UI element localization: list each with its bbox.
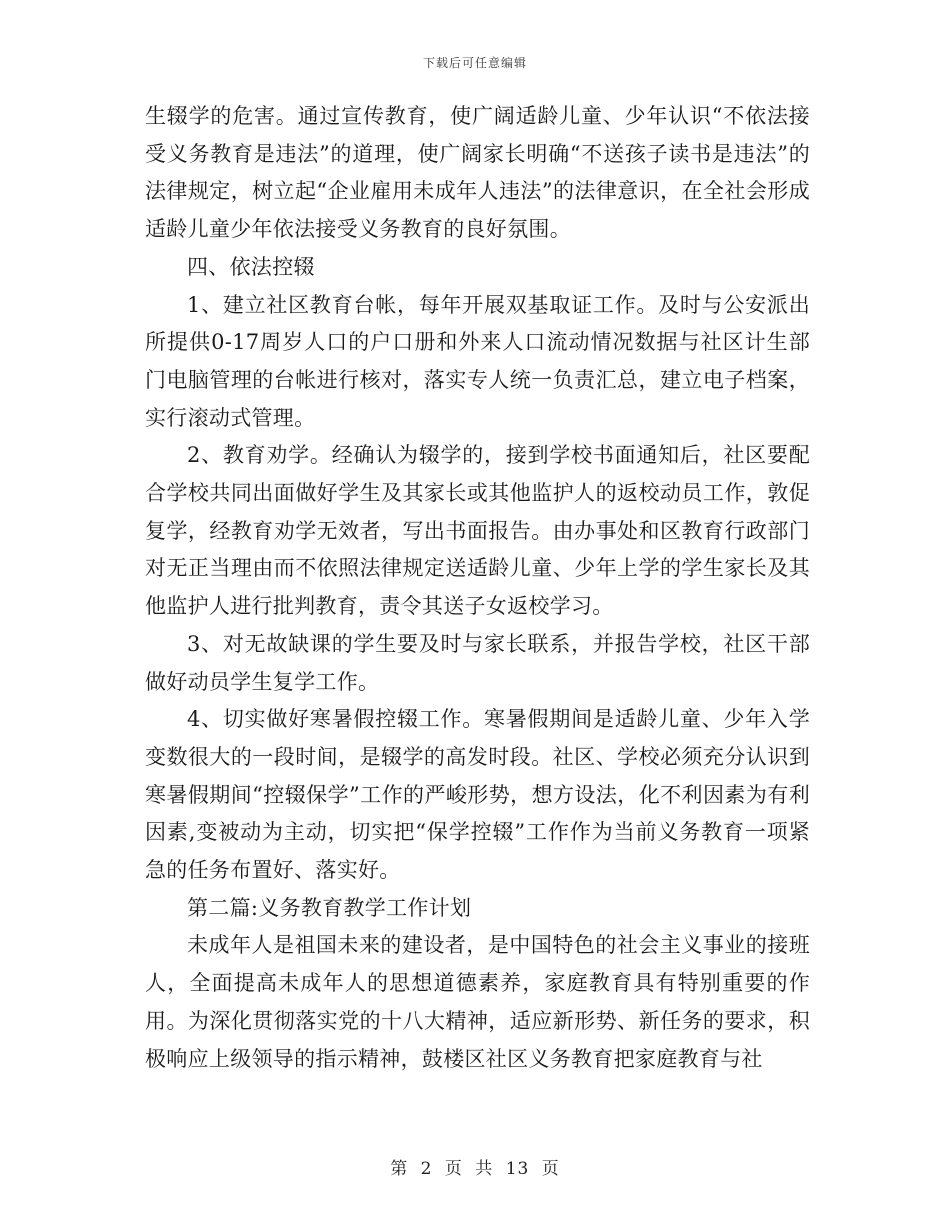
page-number-footer: 第 2 页 共 13 页 bbox=[390, 1159, 560, 1179]
page-header: 下载后可任意编辑 bbox=[422, 56, 527, 70]
paragraph-intro: 未成年人是祖国未来的建设者，是中国特色的社会主义事业的接班人，全面提高未成年人的思想道德素养，家庭教育具有特别重要的作用。为深化贯彻落实党的十八大精神，适应新形势、新任务的要求，积极响应上级领导的指示精神，鼓楼区社区义务教育把家庭教育与社 bbox=[145, 933, 810, 1071]
chapter-title: 第二篇:义务教育教学工作计划 bbox=[187, 895, 472, 920]
paragraph-item-2: 2、教育劝学。经确认为辍学的，接到学校书面通知后，社区要配合学校共同出面做好学生及其家长或其他监护人的返校动员工作，敦促复学，经教育劝学无效者，写出书面报告。由办事处和区教育行政部门对无正当理由而不依照法律规定送适龄儿童、少年上学的学生家长及其他监护人进行批判教育，责令其送子女返校学习。 bbox=[145, 443, 810, 619]
document-body bbox=[145, 98, 810, 1078]
paragraph-1: 生辍学的危害。通过宣传教育，使广阔适龄儿童、少年认识“不依法接受义务教育是违法”的道理，使广阔家长明确“不送孩子读书是违法”的法律规定，树立起“企业雇用未成年人违法”的法律意识，在全社会形成适龄儿童少年依法接受义务教育的良好氛围。 bbox=[145, 104, 810, 242]
section-heading-4: 四、依法控辍 bbox=[187, 254, 315, 279]
paragraph-item-1: 1、建立社区教育台帐，每年开展双基取证工作。及时与公安派出所提供0-17周岁人口的户口册和外来人口流动情况数据与社区计生部门电脑管理的台帐进行核对，落实专人统一负责汇总，建立电子档案，实行滚动式管理。 bbox=[145, 292, 810, 430]
paragraph-item-4: 4、切实做好寒暑假控辍工作。寒暑假期间是适龄儿童、少年入学变数很大的一段时间，是辍学的高发时段。社区、学校必须充分认识到寒暑假期间“控辍保学”工作的严峻形势，想方设法，化不利因素为有利因素,变被动为主动，切实把“保学控辍”工作作为当前义务教育一项紧急的任务布置好、落实好。 bbox=[145, 707, 810, 883]
paragraph-item-3: 3、对无故缺课的学生要及时与家长联系，并报告学校，社区干部做好动员学生复学工作。 bbox=[145, 631, 810, 694]
